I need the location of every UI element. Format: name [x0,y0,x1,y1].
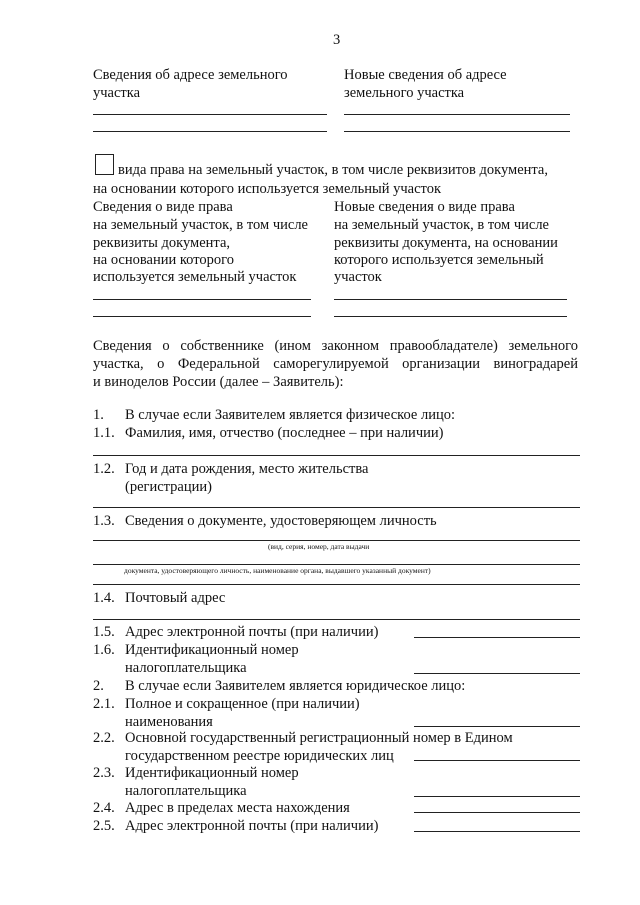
item-2-number: 2. [93,678,104,694]
current-address-label-cont: участка [93,85,141,101]
id-document-line-3[interactable] [93,584,580,585]
item-2-text: В случае если Заявителем является юридическое лицо: [125,678,466,694]
current-right-line-1[interactable] [93,299,311,300]
item-2-2-text-cont: государственном реестре юридических лиц [125,748,394,764]
current-right-label-5: используется земельный участок [93,269,297,285]
current-right-label-4: на основании которого [93,252,234,268]
current-right-label-2: на земельный участок, в том числе [93,217,308,233]
new-right-line-2[interactable] [334,316,567,317]
item-1-2-number: 1.2. [93,461,115,477]
current-address-line-1[interactable] [93,114,327,115]
owner-info-line-1: Сведения о собственнике (ином законном правообладателе) земельного [93,338,578,354]
item-1-3-text: Сведения о документе, удостоверяющем личность [125,513,437,529]
item-2-2-number: 2.2. [93,730,115,746]
new-right-line-1[interactable] [334,299,567,300]
right-type-heading: вида права на земельный участок, в том числе реквизитов документа, [118,162,548,178]
item-2-4-text: Адрес в пределах места нахождения [125,800,350,816]
item-2-5-number: 2.5. [93,818,115,834]
id-document-hint-2: документа, удостоверяющего личность, наименование органа, выдавшего указанный документ) [124,566,431,575]
item-1-2-text: Год и дата рождения, место жительства [125,461,369,477]
current-right-label-1: Сведения о виде права [93,199,233,215]
id-document-line-2[interactable] [93,564,580,565]
current-right-label-3: реквизиты документа, [93,235,230,251]
individual-email-line[interactable] [414,637,580,638]
item-1-text: В случае если Заявителем является физическое лицо: [125,407,455,423]
item-1-1-text: Фамилия, имя, отчество (последнее – при наличии) [125,425,444,441]
right-type-checkbox[interactable] [95,154,114,175]
item-2-3-number: 2.3. [93,765,115,781]
item-1-1-number: 1.1. [93,425,115,441]
item-2-5-text: Адрес электронной почты (при наличии) [125,818,379,834]
item-1-3-number: 1.3. [93,513,115,529]
current-right-line-2[interactable] [93,316,311,317]
legal-email-line[interactable] [414,831,580,832]
new-right-label-1: Новые сведения о виде права [334,199,515,215]
item-2-1-text-cont: наименования [125,714,213,730]
item-2-4-number: 2.4. [93,800,115,816]
postal-address-line[interactable] [93,619,580,620]
item-2-1-text: Полное и сокращенное (при наличии) [125,696,360,712]
item-1-4-number: 1.4. [93,590,115,606]
item-2-3-text-cont: налогоплательщика [125,783,247,799]
legal-name-line[interactable] [414,726,580,727]
item-1-2-text-cont: (регистрации) [125,479,212,495]
item-1-6-text-cont: налогоплательщика [125,660,247,676]
new-address-line-2[interactable] [344,131,570,132]
current-address-line-2[interactable] [93,131,327,132]
individual-inn-line[interactable] [414,673,580,674]
item-2-3-text: Идентификационный номер [125,765,299,781]
new-right-label-3: реквизиты документа, на основании [334,235,558,251]
item-1-4-text: Почтовый адрес [125,590,226,606]
id-document-line-1[interactable] [93,540,580,541]
birth-residence-line[interactable] [93,507,580,508]
owner-info-line-2: участка, о Федеральной саморегулируемой организации виноградарей [93,356,578,372]
item-2-2-text: Основной государственный регистрационный номер в Едином [125,730,513,746]
item-1-6-number: 1.6. [93,642,115,658]
legal-inn-line[interactable] [414,796,580,797]
owner-info-line-3: и виноделов России (далее – Заявитель): [93,374,344,390]
current-address-label: Сведения об адресе земельного [93,67,288,83]
item-1-number: 1. [93,407,104,423]
item-1-5-number: 1.5. [93,624,115,640]
item-1-6-text: Идентификационный номер [125,642,299,658]
page-number: 3 [333,32,341,48]
new-address-label-cont: земельного участка [344,85,465,101]
right-type-heading-cont: на основании которого используется земельный участок [93,181,441,197]
ogrn-line[interactable] [414,760,580,761]
new-right-label-4: которого используется земельный [334,252,544,268]
new-right-label-5: участок [334,269,382,285]
full-name-line[interactable] [93,455,580,456]
new-address-label: Новые сведения об адресе [344,67,507,83]
item-1-5-text: Адрес электронной почты (при наличии) [125,624,379,640]
new-right-label-2: на земельный участок, в том числе [334,217,549,233]
legal-address-line[interactable] [414,812,580,813]
item-2-1-number: 2.1. [93,696,115,712]
id-document-hint-1: (вид, серия, номер, дата выдачи [268,542,370,551]
new-address-line-1[interactable] [344,114,570,115]
